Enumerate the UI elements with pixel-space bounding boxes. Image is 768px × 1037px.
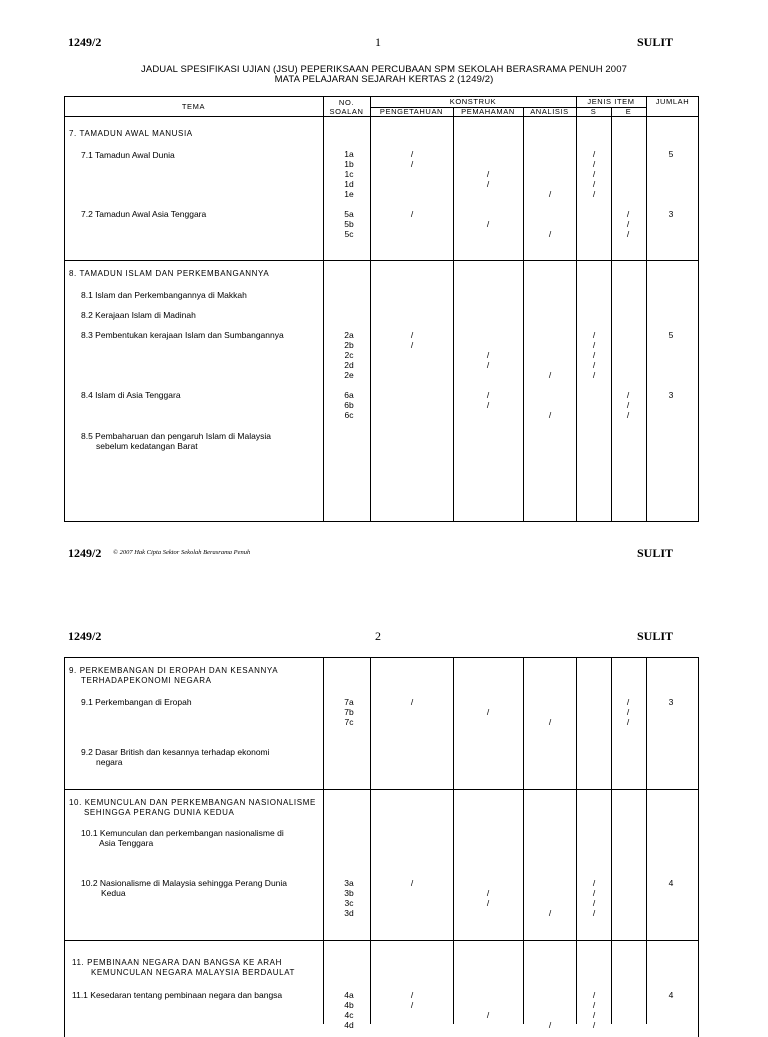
section-10-title-cont: SEHINGGA PERANG DUNIA KEDUA [84, 808, 235, 817]
topic-10-2-cont: Kedua [101, 888, 126, 898]
column-header-jumlah: JUMLAH [655, 97, 690, 106]
marks-9-1-analisis: / [548, 717, 552, 727]
footer-sulit-label: SULIT [637, 546, 674, 560]
total-11-1: 4 [668, 990, 674, 1000]
sulit-label: SULIT [637, 35, 674, 49]
column-header-analisis: ANALISIS [530, 107, 569, 116]
topic-10-2: 10.2 Nasionalisme di Malaysia sehingga Perang Dunia [81, 878, 288, 888]
column-header-soalan: SOALAN [329, 107, 364, 116]
topic-8-5: 8.5 Pembaharuan dan pengaruh Islam di Malaysia [81, 431, 271, 441]
marks-8-4-pemahaman: / / [486, 390, 490, 410]
marks-10-2-s: / / / / [592, 878, 596, 918]
marks-11-1-pemahaman: / [486, 1010, 490, 1020]
document-subtitle: MATA PELAJARAN SEJARAH KERTAS 2 (1249/2) [274, 74, 494, 85]
topic-10-1-cont: Asia Tenggara [99, 838, 154, 848]
marks-7-2-pemahaman: / [486, 219, 490, 229]
marks-8-3-pemahaman: / / [486, 350, 490, 370]
column-header-pemahaman: PEMAHAMAN [461, 107, 515, 116]
jsu-table-page-2 [64, 657, 699, 1037]
column-header-konstruk: KONSTRUK [449, 97, 497, 106]
question-codes-8-3: 2a 2b 2c 2d 2e [344, 330, 354, 380]
question-codes-11-1: 4a 4b 4c 4d [344, 990, 354, 1030]
question-codes-10-2: 3a 3b 3c 3d [344, 878, 354, 918]
marks-11-1-analisis: / [548, 1020, 552, 1030]
footer-code: 1249/2 [68, 546, 102, 560]
marks-7-1-pengetahuan: / / [410, 149, 414, 169]
total-10-2: 4 [668, 878, 674, 888]
question-codes-8-4: 6a 6b 6c [344, 390, 354, 420]
question-codes-7-2: 5a 5b 5c [344, 209, 354, 239]
marks-7-2-pengetahuan: / [410, 209, 414, 219]
footer-copyright: © 2007 Hak Cipta Sektor Sekolah Berasrama Penuh [113, 549, 251, 556]
total-9-1: 3 [668, 697, 674, 707]
page-header-code: 1249/2 [68, 629, 102, 643]
column-header-pengetahuan: PENGETAHUAN [379, 107, 444, 116]
topic-10-1: 10.1 Kemunculan dan perkembangan nasionalisme di [81, 828, 284, 838]
marks-9-1-pengetahuan: / [410, 697, 414, 707]
marks-8-4-analisis: / [548, 410, 552, 420]
total-8-4: 3 [668, 390, 674, 400]
topic-8-2: 8.2 Kerajaan Islam di Madinah [81, 310, 196, 320]
topic-8-1: 8.1 Islam dan Perkembangannya di Makkah [81, 290, 247, 300]
marks-8-3-pengetahuan: / / [410, 330, 414, 350]
marks-11-1-pengetahuan: / / [410, 990, 414, 1010]
marks-10-2-pengetahuan: / [410, 878, 414, 888]
total-7-2: 3 [668, 209, 674, 219]
section-8-title: 8. TAMADUN ISLAM DAN PERKEMBANGANNYA [69, 269, 270, 278]
marks-11-1-s: / / / / [592, 990, 596, 1030]
marks-7-2-e: / / / [626, 209, 630, 239]
column-header-e: E [625, 107, 632, 116]
section-9-title-cont: TERHADAPEKONOMI NEGARA [81, 676, 212, 685]
marks-10-2-analisis: / [548, 908, 552, 918]
marks-8-4-e: / / / [626, 390, 630, 420]
marks-10-2-pemahaman: / / [486, 888, 490, 908]
section-11-title-cont: KEMUNCULAN NEGARA MALAYSIA BERDAULAT [91, 968, 296, 977]
marks-7-1-analisis: / [548, 189, 552, 199]
page-number: 1 [375, 35, 381, 49]
section-7-title: 7. TAMADUN AWAL MANUSIA [69, 129, 193, 138]
marks-7-1-pemahaman: / / [486, 169, 490, 189]
column-header-jenis-item: JENIS ITEM [587, 97, 635, 106]
question-codes-7-1: 1a 1b 1c 1d 1e [344, 149, 354, 199]
column-header-s: S [590, 107, 597, 116]
document-title: JADUAL SPESIFIKASI UJIAN (JSU) PEPERIKSAAN PERCUBAAN SPM SEKOLAH BERASRAMA PENUH 2007 [141, 64, 627, 75]
question-codes-9-1: 7a 7b 7c [344, 697, 354, 727]
topic-8-3: 8.3 Pembentukan kerajaan Islam dan Sumbangannya [81, 330, 284, 340]
section-10-title: 10. KEMUNCULAN DAN PERKEMBANGAN NASIONALISME [69, 798, 316, 807]
page-header-code: 1249/2 [68, 35, 102, 49]
section-9-title: 9. PERKEMBANGAN DI EROPAH DAN KESANNYA [69, 666, 279, 675]
topic-7-2: 7.2 Tamadun Awal Asia Tenggara [81, 209, 207, 219]
marks-9-1-e: / / / [626, 697, 630, 727]
page-number: 2 [375, 629, 381, 643]
marks-8-3-analisis: / [548, 370, 552, 380]
marks-9-1-pemahaman: / [486, 707, 490, 717]
topic-7-1: 7.1 Tamadun Awal Dunia [81, 150, 175, 160]
section-11-title: 11. PEMBINAAN NEGARA DAN BANGSA KE ARAH [72, 958, 282, 967]
topic-8-5-cont: sebelum kedatangan Barat [96, 441, 198, 451]
marks-7-2-analisis: / [548, 229, 552, 239]
column-header-tema: TEMA [181, 102, 206, 111]
total-8-3: 5 [668, 330, 674, 340]
sulit-label: SULIT [637, 629, 674, 643]
topic-9-2: 9.2 Dasar British dan kesannya terhadap ekonomi [81, 747, 270, 757]
topic-9-1: 9.1 Perkembangan di Eropah [81, 697, 192, 707]
marks-8-3-s: / / / / / [592, 330, 596, 380]
topic-9-2-cont: negara [96, 757, 123, 767]
column-header-no: NO. [338, 98, 355, 107]
topic-8-4: 8.4 Islam di Asia Tenggara [81, 390, 181, 400]
marks-7-1-s: / / / / / [592, 149, 596, 199]
total-7-1: 5 [668, 149, 674, 159]
topic-11-1: 11.1 Kesedaran tentang pembinaan negara dan bangsa [72, 990, 283, 1000]
